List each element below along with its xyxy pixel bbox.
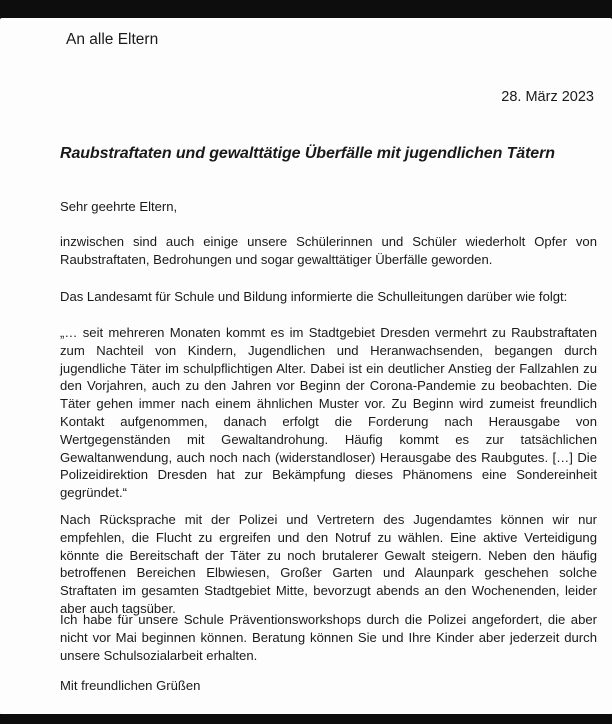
top-border bbox=[0, 0, 612, 20]
bottom-border bbox=[0, 714, 612, 724]
paragraph-prevention: Ich habe für unsere Schule Präventionsworkshops durch die Polizei angefordert, die aber nicht vor Mai beginnen können. Beratung können Sie und Ihre Kinder aber jederzeit durch unsere Schulsozialarbeit erhalten. bbox=[60, 612, 597, 663]
paragraph-intro: inzwischen sind auch einige unsere Schülerinnen und Schüler wiederholt Opfer von Raubstraftaten, Bedrohungen und sogar gewalttätiger Überfälle geworden. bbox=[60, 234, 597, 267]
letter-page bbox=[0, 18, 612, 715]
paragraph-info-lead: Das Landesamt für Schule und Bildung informierte die Schulleitungen darüber wie folgt: bbox=[60, 289, 568, 304]
addressee-line: An alle Eltern bbox=[66, 31, 159, 48]
closing-greeting: Mit freundlichen Grüßen bbox=[60, 678, 201, 693]
quoted-statement: „… seit mehreren Monaten kommt es im Stadtgebiet Dresden vermehrt zu Raubstraftaten zum Nachteil von Kindern, Jugendlichen und Heranwachsenden, begangen durch jugendliche Täter im schulpflichtigen Alter. Dabei ist ein deutlicher Anstieg der Fallzahlen zu den Vorjahren, auch zu den Jahren vor Beginn der Corona-Pandemie zu beobachten. Die Täter gehen immer nach einem ähnlichen Muster vor. Zu Beginn wird zumeist freundlich Kontakt aufgenommen, danach erfolgt die Forderung nach Herausgabe von Wertgegenständen mit Gewaltandrohung. Häufig kommt es zur tatsächlichen Gewaltanwendung, auch noch nach (widerstandloser) Herausgabe des Raubgutes. […] Die Polizeidirektion Dresden hat zur Bekämpfung dieses Phänomens eine Sondereinheit gegründet.“ bbox=[60, 325, 597, 501]
paragraph-recommendation: Nach Rücksprache mit der Polizei und Vertretern des Jugendamtes können wir nur empfehlen, die Flucht zu ergreifen und den Notruf zu wählen. Eine aktive Verteidigung könnte die Bereitschaft der Täter zu noch brutalerer Gewalt steigern. Neben den häufig betroffenen Bereichen Elbwiesen, Großer Garten und Alaunpark geschehen solche Straftaten im gesamten Stadtgebiet Mitte, bevorzugt abends an den Wochenenden, leider aber auch tagsüber. bbox=[60, 512, 597, 616]
letter-date: 28. März 2023 bbox=[501, 89, 594, 105]
letter-subject: Raubstraftaten und gewalttätige Überfälle mit jugendlichen Tätern bbox=[60, 145, 555, 162]
salutation: Sehr geehrte Eltern, bbox=[60, 199, 178, 214]
